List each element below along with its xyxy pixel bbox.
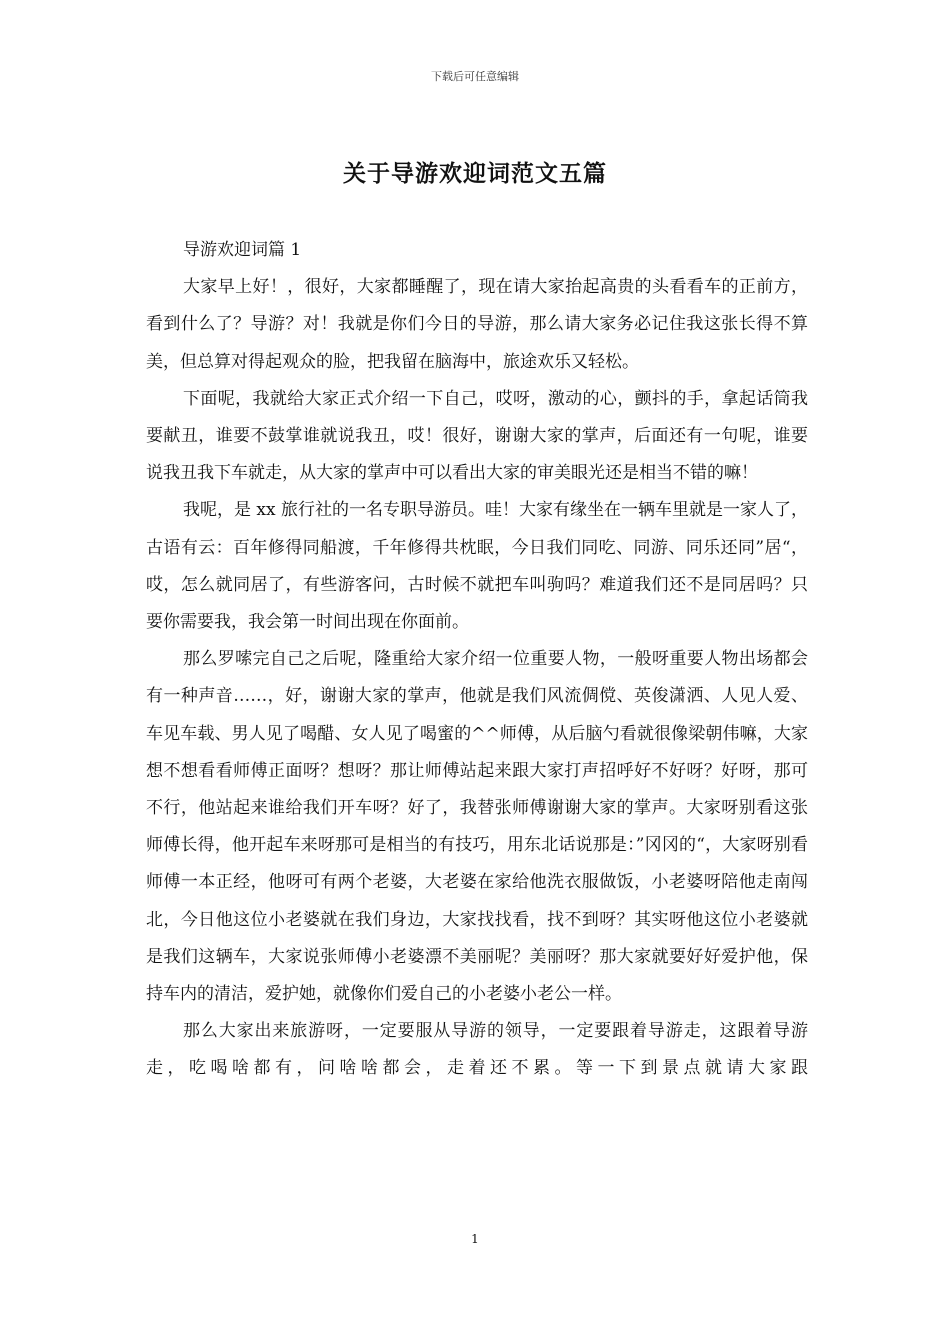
section-heading: 导游欢迎词篇 1 bbox=[183, 240, 302, 260]
page-number: 1 bbox=[471, 1232, 479, 1246]
paragraph: 我呢，是 xx 旅行社的一名专职导游员。哇！大家有缘坐在一辆车里就是一家人了，古语有云：百年修得同船渡，千年修得共枕眠，今日我们同吃、同游、同乐还同”居“，哎，怎么就同居了，有些游客问，古时候不就把车叫驹吗？难道我们还不是同居吗？只要你需要我，我会第一时间出现在你面前。 bbox=[146, 500, 808, 633]
document-body bbox=[146, 232, 808, 1088]
document-title: 关于导游欢迎词范文五篇 bbox=[343, 160, 607, 187]
paragraph: 那么大家出来旅游呀，一定要服从导游的领导，一定要跟着导游走，这跟着导游走，吃喝啥都有，问啥啥都会，走着还不累。等一下到景点就请大家跟 bbox=[146, 1021, 808, 1079]
paragraph: 大家早上好！，很好，大家都睡醒了，现在请大家抬起高贵的头看看车的正前方，看到什么了？导游？对！我就是你们今日的导游，那么请大家务必记住我这张长得不算美，但总算对得起观众的脸，把我留在脑海中，旅途欢乐又轻松。 bbox=[146, 277, 808, 372]
paragraph: 那么罗嗦完自己之后呢，隆重给大家介绍一位重要人物，一般呀重要人物出场都会有一种声音……，好，谢谢大家的掌声，他就是我们风流倜傥、英俊潇洒、人见人爱、车见车载、男人见了喝醋、女人见了喝蜜的^^师傅，从后脑勺看就很像梁朝伟嘛，大家想不想看看师傅正面呀？想呀？那让师傅站起来跟大家打声招呼好不好呀？好呀，那可不行，他站起来谁给我们开车呀？好了，我替张师傅谢谢大家的掌声。大家呀别看这张师傅长得，他开起车来呀那可是相当的有技巧，用东北话说那是：”冈冈的“，大家呀别看师傅一本正经，他呀可有两个老婆，大老婆在家给他洗衣服做饭，小老婆呀陪他走南闯北，今日他这位小老婆就在我们身边，大家找找看，找不到呀？其实呀他这位小老婆就是我们这辆车，大家说张师傅小老婆漂不美丽呢？美丽呀？那大家就要好好爱护他，保持车内的清洁，爱护她，就像你们爱自己的小老婆小老公一样。 bbox=[146, 649, 808, 1005]
paragraph: 下面呢，我就给大家正式介绍一下自己，哎呀，激动的心，颤抖的手，拿起话筒我要献丑，谁要不鼓掌谁就说我丑，哎！很好，谢谢大家的掌声，后面还有一句呢，谁要说我丑我下车就走，从大家的掌声中可以看出大家的审美眼光还是相当不错的嘛！ bbox=[146, 388, 808, 484]
header-note: 下载后可任意编辑 bbox=[431, 70, 519, 83]
